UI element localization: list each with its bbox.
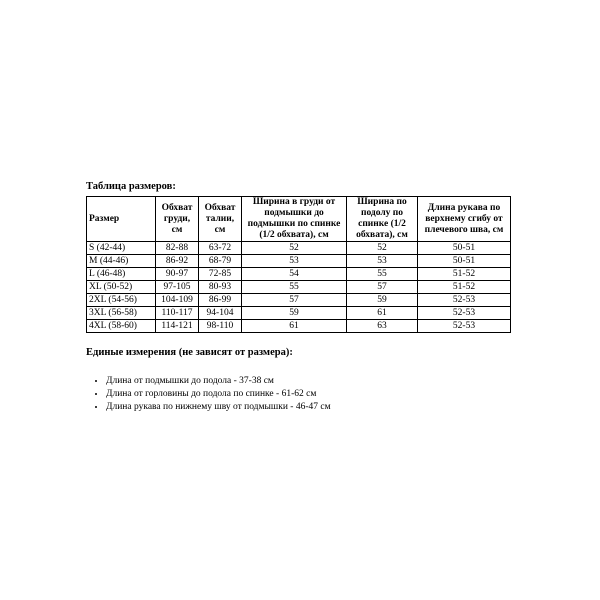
cell-chest-width: 53 [242,255,347,268]
cell-sleeve-length: 50-51 [418,242,511,255]
cell-sleeve-length: 50-51 [418,255,511,268]
cell-waist: 68-79 [199,255,242,268]
cell-chest-width: 52 [242,242,347,255]
cell-size: 4XL (58-60) [87,320,156,333]
cell-sleeve-length: 52-53 [418,294,511,307]
header-size: Размер [87,197,156,242]
cell-hem-width: 57 [347,281,418,294]
header-chest: Обхват груди, см [156,197,199,242]
table-row [87,307,511,320]
cell-waist: 80-93 [199,281,242,294]
cell-chest-width: 54 [242,268,347,281]
list-item: • Длина рукава по нижнему шву от подмышки - 46-47 см [106,401,526,414]
cell-hem-width: 55 [347,268,418,281]
cell-chest-width: 57 [242,294,347,307]
cell-chest-width: 61 [242,320,347,333]
cell-size: 2XL (54-56) [87,294,156,307]
cell-chest: 90-97 [156,268,199,281]
cell-sleeve-length: 52-53 [418,320,511,333]
cell-size: S (42-44) [87,242,156,255]
cell-waist: 63-72 [199,242,242,255]
header-chest-width: Ширина в груди от подмышки до подмышки по спинке (1/2 обхвата), см [242,197,347,242]
cell-size: 3XL (56-58) [87,307,156,320]
cell-size: L (46-48) [87,268,156,281]
cell-waist: 98-110 [199,320,242,333]
uniform-measurements-title: Единые измерения (не зависят от размера): [86,347,293,358]
size-table [86,196,511,333]
cell-sleeve-length: 51-52 [418,268,511,281]
cell-sleeve-length: 51-52 [418,281,511,294]
size-chart-document [86,181,526,414]
table-row [87,281,511,294]
table-row [87,242,511,255]
cell-waist: 72-85 [199,268,242,281]
cell-sleeve-length: 52-53 [418,307,511,320]
table-header-row [87,197,511,242]
cell-waist: 94-104 [199,307,242,320]
cell-chest: 82-88 [156,242,199,255]
cell-hem-width: 59 [347,294,418,307]
table-row [87,268,511,281]
list-item: • Длина от подмышки до подола - 37-38 см [106,375,526,388]
cell-chest-width: 55 [242,281,347,294]
cell-chest: 110-117 [156,307,199,320]
cell-chest: 114-121 [156,320,199,333]
uniform-measurements-list [86,375,526,414]
list-item: • Длина от горловины до подола по спинке - 61-62 см [106,388,526,401]
cell-size: M (44-46) [87,255,156,268]
table-row [87,320,511,333]
header-waist: Обхват талии, см [199,197,242,242]
table-row [87,255,511,268]
size-table-title: Таблица размеров: [86,181,176,192]
cell-hem-width: 63 [347,320,418,333]
cell-hem-width: 53 [347,255,418,268]
header-sleeve-length: Длина рукава по верхнему сгибу от плечевого шва, см [418,197,511,242]
cell-size: XL (50-52) [87,281,156,294]
cell-chest-width: 59 [242,307,347,320]
cell-hem-width: 61 [347,307,418,320]
cell-chest: 86-92 [156,255,199,268]
cell-hem-width: 52 [347,242,418,255]
header-hem-width: Ширина по подолу по спинке (1/2 обхвата), см [347,197,418,242]
cell-chest: 104-109 [156,294,199,307]
cell-chest: 97-105 [156,281,199,294]
cell-waist: 86-99 [199,294,242,307]
table-row [87,294,511,307]
